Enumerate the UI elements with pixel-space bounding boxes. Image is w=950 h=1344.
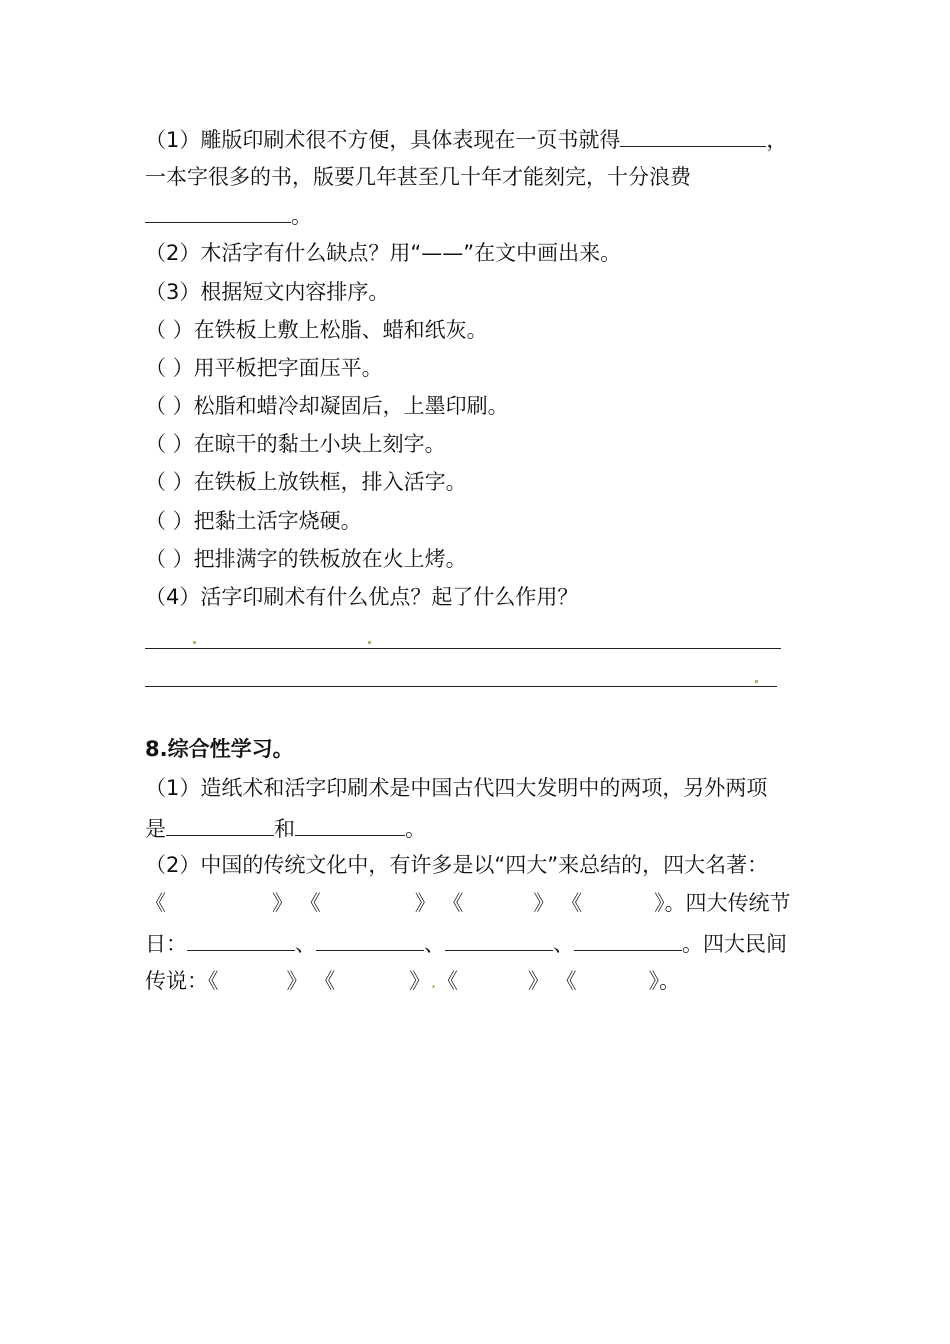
q7-part1-text-a: （1）雕版印刷术很不方便，具体表现在一页书就得 (145, 128, 621, 152)
q7-part4: （4）活字印刷术有什么优点？起了什么作用？ (145, 585, 579, 609)
left-quote: 《 (436, 969, 458, 993)
order-step[interactable]: （ ）用平板把字面压平。 (145, 356, 383, 380)
mark-dot (755, 680, 758, 683)
right-quote: 》 (648, 969, 660, 993)
answer-line-1[interactable] (145, 648, 781, 649)
order-step[interactable]: （ ）把排满字的铁板放在火上烤。 (145, 547, 467, 571)
comma: ， (766, 128, 788, 152)
mark-dot (368, 641, 371, 644)
festival-blank-2[interactable] (316, 928, 424, 951)
festival-blank-4[interactable] (574, 928, 682, 951)
left-quote: 《 (208, 969, 219, 993)
invention-blank-1[interactable] (166, 813, 274, 836)
q7-part1-blank1[interactable] (620, 124, 766, 147)
q7-part1-text-b: 一本字很多的书，版要几年甚至几十年才能刻完，十分浪费 (145, 165, 691, 189)
mark-dot (193, 641, 196, 644)
period: 。 (659, 969, 681, 993)
order-step[interactable]: （ ）在铁板上敷上松脂、蜡和纸灰。 (145, 318, 488, 342)
text: 是 (145, 817, 166, 841)
order-step[interactable]: （ ）在晾干的黏土小块上刻字。 (145, 432, 446, 456)
order-step[interactable]: （ ）松脂和蜡冷却凝固后，上墨印刷。 (145, 394, 509, 418)
mark-dot: . (430, 969, 437, 993)
q8-part2-line1: （2）中国的传统文化中，有许多是以“四大”来总结的，四大名著： (145, 853, 769, 877)
left-quote: 《 (145, 891, 166, 915)
text: 传说： (145, 969, 208, 993)
left-quote: 《 (555, 969, 577, 993)
invention-blank-2[interactable] (295, 813, 405, 836)
left-quote: 《 (561, 891, 583, 915)
text: 日： (145, 932, 187, 956)
text: 。四大民间 (682, 932, 787, 956)
festival-blank-1[interactable] (187, 928, 295, 951)
right-quote: 》 (286, 969, 308, 993)
q8-part2-line2 (145, 888, 791, 918)
q8-part1-line2 (145, 813, 426, 844)
left-quote: 《 (299, 891, 321, 915)
q7-part1-line1 (145, 124, 787, 155)
q7-part2: （2）木活字有什么缺点？用“——”在文中画出来。 (145, 241, 622, 265)
q7-part3: （3）根据短文内容排序。 (145, 280, 390, 304)
q8-part2-line3 (145, 928, 787, 959)
answer-line-2[interactable] (145, 686, 777, 687)
right-quote: 》 (409, 969, 431, 993)
text: 。 (405, 817, 426, 841)
festival-blank-3[interactable] (445, 928, 553, 951)
q7-part1-blank2[interactable] (145, 200, 291, 223)
period: 。 (291, 204, 312, 228)
right-quote: 》 (654, 891, 665, 915)
q7-part1-line3 (145, 200, 312, 231)
right-quote: 》 (414, 891, 436, 915)
separator: 、 (424, 932, 445, 956)
text: 。四大传统节 (664, 891, 791, 915)
right-quote: 》 (533, 891, 555, 915)
order-step[interactable]: （ ）在铁板上放铁框，排入活字。 (145, 470, 467, 494)
q8-heading: 8.综合性学习。 (145, 737, 294, 761)
text: 和 (274, 817, 295, 841)
q7-part1-line2 (145, 162, 691, 192)
left-quote: 《 (314, 969, 336, 993)
separator: 、 (295, 932, 316, 956)
left-quote: 《 (442, 891, 464, 915)
right-quote: 》 (527, 969, 549, 993)
order-step[interactable]: （ ）把黏土活字烧硬。 (145, 509, 362, 533)
q8-part2-line4 (145, 966, 680, 996)
q8-part1-line1: （1）造纸术和活字印刷术是中国古代四大发明中的两项，另外两项 (145, 776, 768, 800)
separator: 、 (553, 932, 574, 956)
right-quote: 》 (272, 891, 293, 915)
